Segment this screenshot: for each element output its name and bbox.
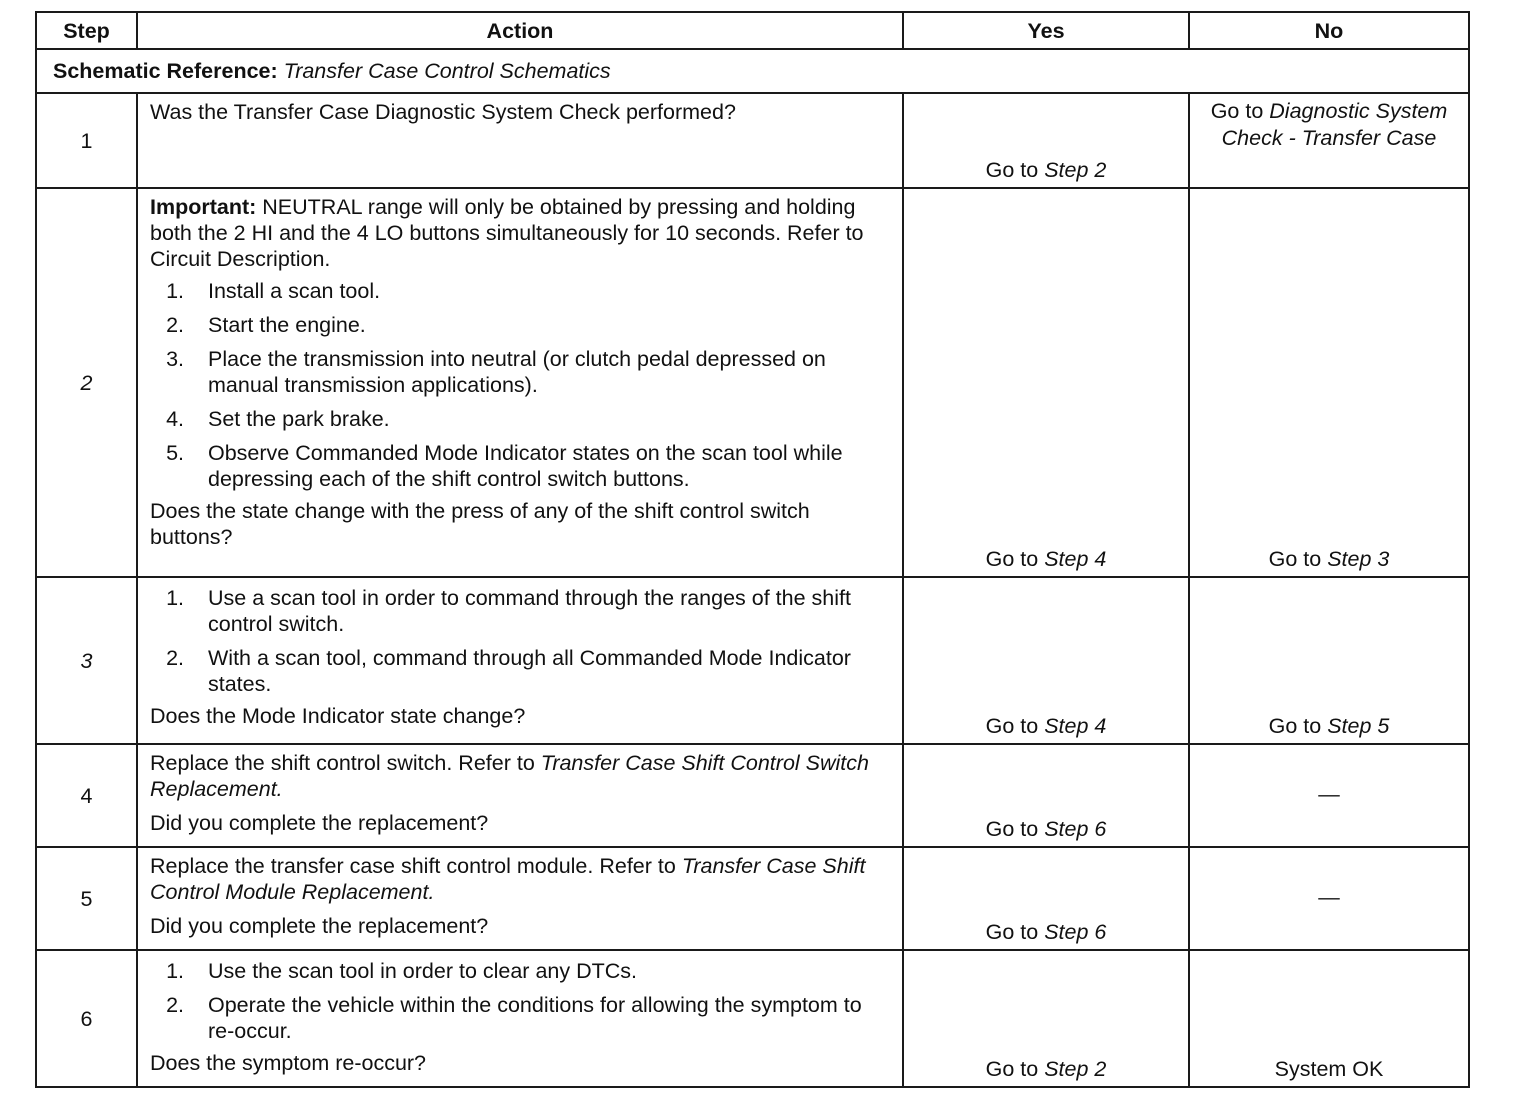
- goto-target: Diagnostic System Check - Transfer Case: [1221, 99, 1448, 150]
- goto-target: Step 4: [1044, 714, 1107, 738]
- goto-prefix: Go to: [985, 817, 1039, 841]
- yes-cell: [903, 93, 1189, 188]
- result-text: System OK: [1274, 1057, 1384, 1081]
- list-item: [150, 278, 892, 304]
- question: Was the Transfer Case Diagnostic System Check performed?: [150, 100, 736, 124]
- goto-prefix: Go to: [985, 547, 1039, 571]
- header-yes: Yes: [903, 12, 1189, 49]
- goto-prefix: Go to: [1268, 547, 1322, 571]
- item-number: 5.: [166, 441, 184, 465]
- not-applicable-dash: —: [1318, 781, 1340, 806]
- item-text: Set the park brake.: [208, 407, 390, 431]
- step-number: 1: [36, 93, 137, 188]
- item-text: With a scan tool, command through all Commanded Mode Indicator states.: [208, 646, 851, 696]
- goto-prefix: Go to: [985, 714, 1039, 738]
- instruction-text: Replace the transfer case shift control module. Refer to: [150, 854, 676, 878]
- no-cell: [1189, 847, 1469, 950]
- diagnostic-table: [35, 11, 1470, 1088]
- goto-target: Step 6: [1044, 817, 1107, 841]
- item-text: Observe Commanded Mode Indicator states on the scan tool while depressing each of the shift control switch buttons.: [208, 441, 843, 491]
- no-cell: [1189, 188, 1469, 577]
- question: Does the symptom re-occur?: [150, 1051, 427, 1075]
- item-number: 1.: [166, 586, 184, 610]
- instruction-text: Replace the shift control switch. Refer to: [150, 751, 535, 775]
- item-number: 2.: [166, 646, 184, 670]
- goto-prefix: Go to: [985, 158, 1039, 182]
- schematic-label: Schematic Reference:: [53, 59, 278, 83]
- action-cell: [137, 577, 903, 744]
- schematic-ref: Transfer Case Control Schematics: [283, 59, 611, 83]
- table-row: [36, 950, 1469, 1087]
- instruction-list: [150, 958, 892, 1044]
- step-number: 6: [36, 950, 137, 1087]
- goto-target: Step 3: [1327, 547, 1390, 571]
- table-row: [36, 188, 1469, 577]
- item-number: 4.: [166, 407, 184, 431]
- action-cell: [137, 93, 903, 188]
- important-note: [150, 194, 892, 272]
- goto-target: Step 5: [1327, 714, 1390, 738]
- item-number: 2.: [166, 313, 184, 337]
- important-text: NEUTRAL range will only be obtained by pressing and holding both the 2 HI and the 4 LO buttons simultaneously for 10 seconds. Refer to Circuit Description.: [150, 195, 864, 271]
- no-cell: [1189, 744, 1469, 847]
- important-label: Important:: [150, 195, 257, 219]
- list-item: [150, 992, 892, 1044]
- item-text: Use a scan tool in order to command through the ranges of the shift control switch.: [208, 586, 851, 636]
- yes-cell: [903, 744, 1189, 847]
- header-row: [36, 12, 1469, 49]
- list-item: [150, 346, 892, 398]
- action-cell: [137, 847, 903, 950]
- action-cell: [137, 744, 903, 847]
- item-text: Install a scan tool.: [208, 279, 381, 303]
- item-text: Use the scan tool in order to clear any DTCs.: [208, 959, 637, 983]
- table-row: [36, 847, 1469, 950]
- question: Does the Mode Indicator state change?: [150, 704, 526, 728]
- action-cell: [137, 950, 903, 1087]
- yes-cell: [903, 577, 1189, 744]
- goto-target: Step 2: [1044, 1057, 1107, 1081]
- schematic-reference: [36, 49, 1469, 93]
- question: Does the state change with the press of any of the shift control switch buttons?: [150, 499, 810, 549]
- goto-prefix: Go to: [1210, 99, 1264, 123]
- instruction: [150, 750, 892, 802]
- item-number: 1.: [166, 279, 184, 303]
- header-no: No: [1189, 12, 1469, 49]
- not-applicable-dash: —: [1318, 884, 1340, 909]
- list-item: [150, 645, 892, 697]
- no-cell: [1189, 93, 1469, 188]
- instruction-list: [150, 585, 892, 697]
- action-cell: [137, 188, 903, 577]
- goto-target: Step 6: [1044, 920, 1107, 944]
- goto-prefix: Go to: [985, 1057, 1039, 1081]
- header-action: Action: [137, 12, 903, 49]
- goto-prefix: Go to: [985, 920, 1039, 944]
- list-item: [150, 585, 892, 637]
- table-row: [36, 744, 1469, 847]
- yes-cell: [903, 188, 1189, 577]
- goto-target: Step 4: [1044, 547, 1107, 571]
- table-row: [36, 577, 1469, 744]
- no-cell: [1189, 577, 1469, 744]
- step-number: 5: [36, 847, 137, 950]
- yes-cell: [903, 950, 1189, 1087]
- goto-prefix: Go to: [1268, 714, 1322, 738]
- list-item: [150, 406, 892, 432]
- question: Did you complete the replacement?: [150, 811, 489, 835]
- table-row: [36, 93, 1469, 188]
- item-text: Place the transmission into neutral (or clutch pedal depressed on manual transmission applications).: [208, 347, 826, 397]
- question: Did you complete the replacement?: [150, 914, 489, 938]
- instruction: [150, 853, 892, 905]
- reference-link: Transfer Case Shift Control Module Replacement.: [150, 854, 866, 904]
- goto-target: Step 2: [1044, 158, 1107, 182]
- item-text: Start the engine.: [208, 313, 366, 337]
- instruction-list: [150, 278, 892, 492]
- step-number: 4: [36, 744, 137, 847]
- step-number: 3: [36, 577, 137, 744]
- item-number: 2.: [166, 993, 184, 1017]
- list-item: [150, 440, 892, 492]
- header-step: Step: [36, 12, 137, 49]
- item-number: 1.: [166, 959, 184, 983]
- step-number: 2: [36, 188, 137, 577]
- item-text: Operate the vehicle within the conditions for allowing the symptom to re-occur.: [208, 993, 862, 1043]
- yes-cell: [903, 847, 1189, 950]
- item-number: 3.: [166, 347, 184, 371]
- list-item: [150, 312, 892, 338]
- reference-link: Transfer Case Shift Control Switch Replacement.: [150, 751, 869, 801]
- list-item: [150, 958, 892, 984]
- no-cell: [1189, 950, 1469, 1087]
- schematic-row: [36, 49, 1469, 93]
